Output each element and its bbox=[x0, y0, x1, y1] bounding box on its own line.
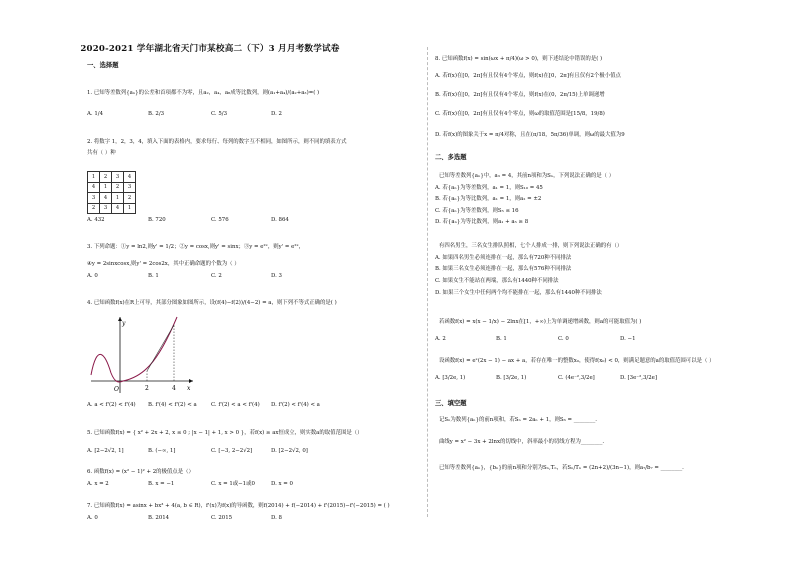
question-3-line1: 3. 下列命题：①y = ln2,则y' = 1/2；②y = cosx,则y' = sinx；③y = e²ˣ，则y' = e²ˣ， bbox=[87, 244, 305, 250]
q5-option-d: D. [2−2√2, 0] bbox=[271, 448, 308, 454]
q6-option-a: A. x = 2 bbox=[87, 481, 109, 487]
grid-cell: 1 bbox=[124, 203, 136, 214]
grid-cell: 3 bbox=[124, 182, 136, 193]
q9-option-c: C. 若{aₙ}为等差数列，则S₅ ≤ 16 bbox=[435, 208, 519, 214]
grid-cell: 2 bbox=[88, 203, 100, 214]
q1-option-d: D. 2 bbox=[271, 111, 282, 117]
grid-cell: 3 bbox=[100, 203, 112, 214]
q11-option-a: A. 2 bbox=[435, 336, 446, 342]
grid-cell: 4 bbox=[112, 203, 124, 214]
q10-option-d: D. 如果三个女生中任何两个均不能排在一起，那么有1440种不同排法 bbox=[435, 290, 602, 296]
x-axis-arrow bbox=[189, 379, 193, 383]
q3-option-d: D. 3 bbox=[271, 273, 282, 279]
q8-option-a: A. 若f(x)在[0，2π]有且仅有4个零点，则f(x)在[0，2π]有且仅有2个极小值点 bbox=[435, 73, 621, 79]
grid-cell: 2 bbox=[100, 172, 112, 183]
q5-option-a: A. [2−2√2, 1] bbox=[87, 448, 124, 454]
q3-option-c: C. 2 bbox=[211, 273, 222, 279]
question-4: 4. 已知函数f(x)在R上可导，其部分图象如图所示，设(f(4)−f(2))/(4−2) = a，则下列不等式正确的是( ) bbox=[87, 300, 337, 306]
q8-option-c: C. 若f(x)在[0，2π]有且仅有4个零点，则ω的取值范围是[15/8，19/8) bbox=[435, 111, 605, 117]
q2-option-c: C. 576 bbox=[211, 217, 229, 223]
q10-option-a: A. 如果四名男生必须连排在一起，那么有720种不同排法 bbox=[435, 255, 572, 261]
q10-option-b: B. 如果三名女生必须连排在一起，那么有576种不同排法 bbox=[435, 266, 572, 272]
q5-option-c: C. [−3, 2−2√2] bbox=[211, 448, 253, 454]
q5-option-b: B. (−∞, 1] bbox=[148, 448, 176, 454]
q12-option-b: B. [3/2e, 1) bbox=[496, 375, 527, 381]
q12-option-a: A. [3/2e, 1) bbox=[435, 375, 466, 381]
origin-label: O bbox=[114, 386, 119, 393]
q11-option-d: D. −1 bbox=[620, 336, 636, 342]
q7-option-a: A. 0 bbox=[87, 515, 98, 521]
q1-option-c: C. 5/3 bbox=[211, 111, 228, 117]
number-grid-table bbox=[87, 171, 136, 214]
q9-option-b: B. 若{aₙ}为等比数列，a₁ = 1，则a₂ = ±2 bbox=[435, 196, 542, 202]
q4-option-d: D. f'(2) < f'(4) < a bbox=[271, 402, 320, 408]
question-9: 已知等差数列{aₙ}中，a₃ = 4，其前n项和为Sₙ，下列说法正确的是（ ） bbox=[439, 173, 615, 179]
q1-option-b: B. 2/3 bbox=[148, 111, 165, 117]
grid-cell: 1 bbox=[88, 172, 100, 183]
question-13: 记Sₙ为数列{aₙ}的前n项和，若Sₙ = 2aₙ + 1，则S₆ = ________. bbox=[439, 417, 597, 423]
q12-option-c: C. (4e⁻²,3/2e] bbox=[558, 375, 595, 381]
q11-option-b: B. 1 bbox=[496, 336, 507, 342]
q11-option-c: C. 0 bbox=[558, 336, 569, 342]
q9-option-a: A. 若{aₙ}为等差数列，a₁ = 1，则S₁₀ = 45 bbox=[435, 185, 543, 191]
q7-option-c: C. 2015 bbox=[211, 515, 233, 521]
q6-option-d: D. x = 0 bbox=[271, 481, 293, 487]
section-heading-fill: 三、填空题 bbox=[435, 400, 467, 407]
grid-cell: 1 bbox=[100, 182, 112, 193]
question-7: 7. 已知函数f(x) = asinx + bx³ + 4(a, b ∈ R)，f'(x)为f(x)的导函数，则f(2014) + f(−2014) + f'(2015)−f'(−2015) = ( ) bbox=[87, 503, 390, 509]
question-15: 已知等差数列{aₙ}，{bₙ}的前n项和分别为Sₙ,Tₙ，若Sₙ/Tₙ = (2n+2)/(3n−1)，则a₇/b₇ = ________. bbox=[439, 465, 684, 471]
question-12: 设函数f(x) = eˣ(2x − 1) − ax + a，若存在唯一的整数x₀，使得f(x₀) < 0，则满足题意的a的取值范围可以是（ ） bbox=[439, 358, 715, 364]
tick-2-label: 2 bbox=[145, 385, 149, 392]
section-heading-multi: 二、多选题 bbox=[435, 154, 467, 161]
question-5: 5. 已知函数f(x) = { x² + 2x + 2, x ≤ 0 ; |x − 1| + 1, x > 0 }，若f(x) ≥ ax恒成立，则实数a的取值范围是（） bbox=[87, 430, 363, 436]
tick-4-label: 4 bbox=[172, 385, 176, 392]
q9-option-d: D. 若{aₙ}为等比数列，则a₁ + a₅ ≥ 8 bbox=[435, 219, 529, 225]
secant-line bbox=[147, 325, 174, 371]
q2-option-b: B. 720 bbox=[148, 217, 166, 223]
q10-option-c: C. 如果女生不能站在两端，那么有1440种不同排法 bbox=[435, 278, 559, 284]
grid-cell: 3 bbox=[88, 193, 100, 204]
question-2-line1: 2. 将数字 1，2，3，4，填入下面的表格内，要求每行、每列的数字互不相同，如图所示，则不同的填表方式 bbox=[87, 139, 347, 145]
grid-cell: 4 bbox=[100, 193, 112, 204]
grid-cell: 1 bbox=[112, 193, 124, 204]
q4-option-b: B. f'(4) < f'(2) < a bbox=[148, 402, 197, 408]
q4-option-a: A. a < f'(2) < f'(4) bbox=[87, 402, 136, 408]
question-11: 若函数f(x) = x(x − 1/x) − 2lnx在[1，+∞)上为单调递增函数，则a的可能取值为( ) bbox=[439, 319, 642, 325]
question-6: 6. 函数f(x) = (x² − 1)² + 2的极值点是（） bbox=[87, 469, 194, 475]
question-14: 曲线y = x² − 3x + 2lnx的切线中，斜率最小的切线方程为________. bbox=[439, 439, 605, 445]
question-8: 8. 已知函数f(x) = sin(ωx + π/4)(ω > 0)，则下述结论中错误的是( ) bbox=[435, 56, 603, 62]
grid-cell: 2 bbox=[112, 182, 124, 193]
q2-option-d: D. 864 bbox=[271, 217, 289, 223]
q3-option-b: B. 1 bbox=[148, 273, 159, 279]
grid-cell: 2 bbox=[124, 193, 136, 204]
q4-option-c: C. f'(2) < a < f'(4) bbox=[211, 402, 260, 408]
question-10: 有四名男生，三名女生排队照相，七个人排成一排，则下列说法正确的有（） bbox=[439, 243, 623, 249]
q12-option-d: D. [3e⁻²,3/2e] bbox=[620, 375, 657, 381]
exam-title: 2020-2021 学年湖北省天门市某校高二（下）3 月月考数学试卷 bbox=[80, 44, 340, 54]
grid-cell: 3 bbox=[112, 172, 124, 183]
q7-option-b: B. 2014 bbox=[148, 515, 170, 521]
function-graph bbox=[87, 313, 197, 396]
question-1: 1. 已知等差数列{aₙ}的公差和首项都不为零，且a₂，a₄，a₈成等比数列，则(a₁+a₄)/(a₂+a₃)=( ) bbox=[87, 90, 320, 96]
q1-option-a: A. 1/4 bbox=[87, 111, 103, 117]
q7-option-d: D. 8 bbox=[271, 515, 282, 521]
y-label: y bbox=[122, 320, 126, 327]
x-label: x bbox=[187, 385, 191, 392]
question-2-line2: 共有（ ）种 bbox=[87, 150, 116, 156]
q8-option-d: D. 若f(x)的图象关于x = π/4对称，且在(π/18，5π/36)单调，则ω的最大值为9 bbox=[435, 132, 625, 138]
q3-option-a: A. 0 bbox=[87, 273, 98, 279]
q8-option-b: B. 若f(x)在[0，2π]有且仅有4个零点，则f(x)在(0，2π/15)上单调递增 bbox=[435, 92, 605, 98]
grid-cell: 4 bbox=[124, 172, 136, 183]
column-divider bbox=[427, 47, 428, 517]
grid-cell: 4 bbox=[88, 182, 100, 193]
question-3-line2: ④y = 2sinxcosx,则y' = 2cos2x，其中正确命题的个数为（ ） bbox=[87, 261, 240, 267]
q6-option-b: B. x = −1 bbox=[148, 481, 175, 487]
section-heading-choice: 一、选择题 bbox=[87, 62, 119, 69]
curve-fx bbox=[91, 317, 177, 382]
q6-option-c: C. x = 1或−1或0 bbox=[211, 481, 255, 487]
q2-option-a: A. 432 bbox=[87, 217, 105, 223]
